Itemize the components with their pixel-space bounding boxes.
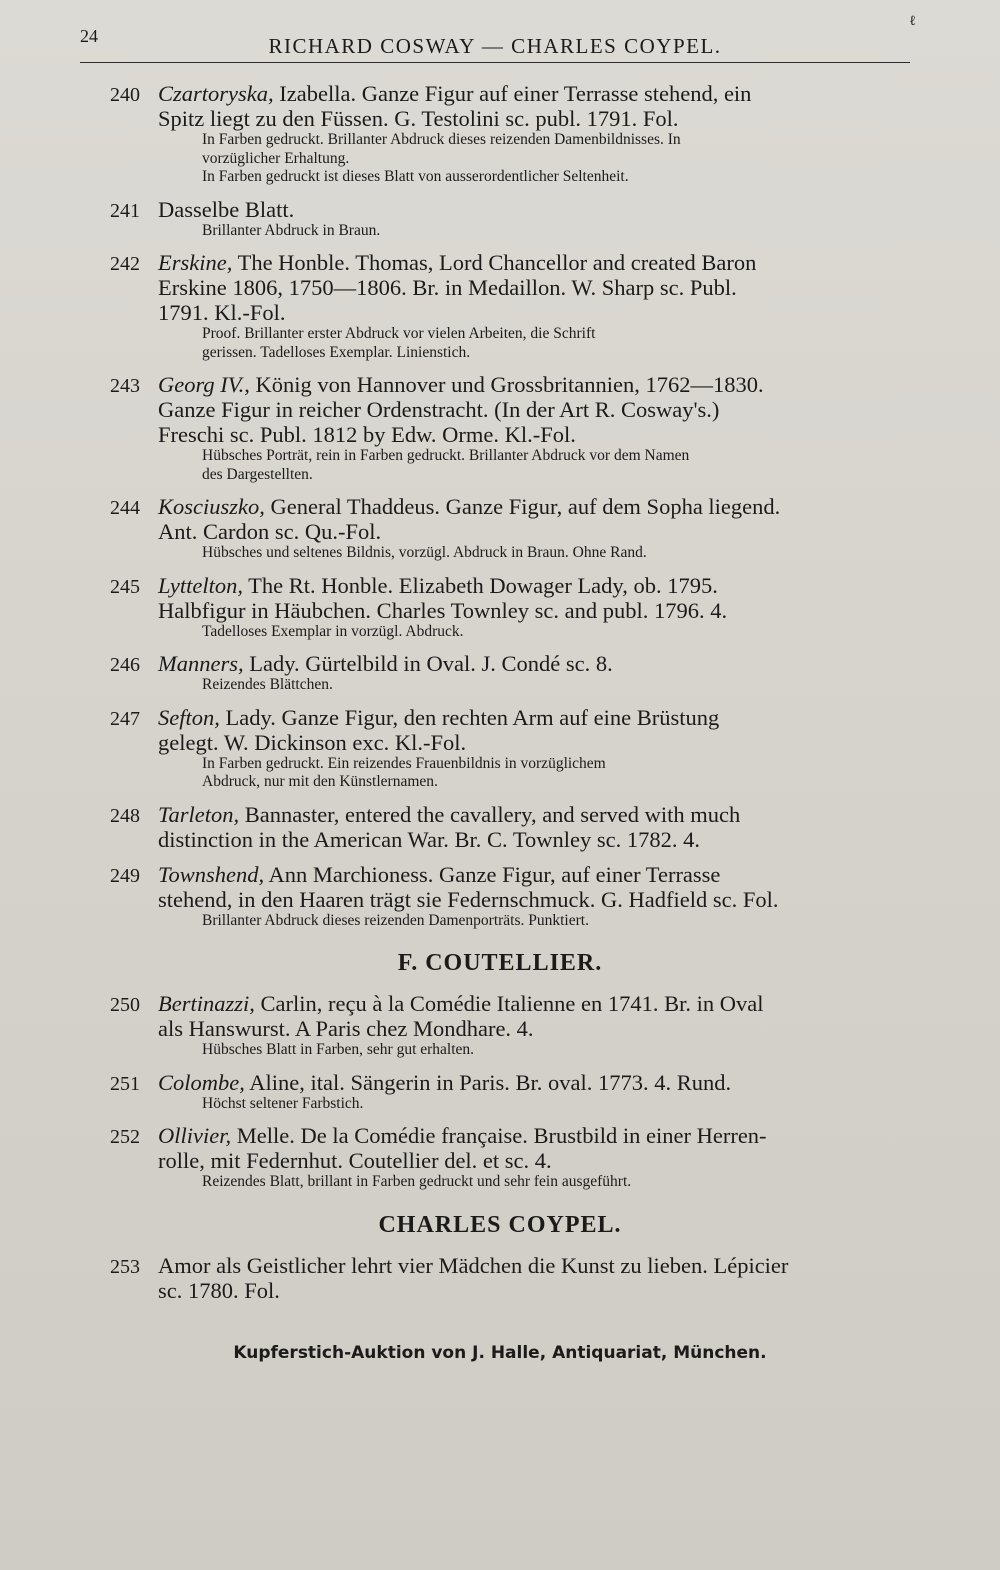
entry-text: Melle. De la Comédie française. Brustbild in einer Herren- <box>231 1123 767 1148</box>
entry-text: Izabella. Ganze Figur auf einer Terrasse stehend, ein <box>273 81 752 106</box>
entry-number: 242 <box>110 253 140 275</box>
entry-list-coutellier <box>110 991 890 1192</box>
entry-notes <box>202 325 890 362</box>
note-line: Hübsches Porträt, rein in Farben gedruckt. Brillanter Abdruck vor dem Namen <box>202 447 690 464</box>
entry-text: distinction in the American War. Br. C. Townley sc. 1782. 4. <box>158 826 700 852</box>
entry-line <box>158 598 890 623</box>
entry-text: Ganze Figur in reicher Ordenstracht. (In der Art R. Cosway's.) <box>158 397 720 422</box>
entry-body <box>158 651 890 695</box>
entry-line <box>158 81 890 106</box>
entry-text: 1791. Kl.-Fol. <box>158 300 286 325</box>
entry-text: gelegt. W. Dickinson exc. Kl.-Fol. <box>158 729 467 755</box>
catalog-entry <box>110 705 890 792</box>
entry-number: 247 <box>110 707 140 730</box>
catalog-entry <box>110 1070 890 1114</box>
note-line: Brillanter Abdruck in Braun. <box>202 221 381 239</box>
note-line: Proof. Brillanter erster Abdruck vor vielen Arbeiten, die Schrift <box>202 325 596 342</box>
page-header <box>80 14 916 63</box>
entry-text: Amor als Geistlicher lehrt vier Mädchen die Kunst zu lieben. Lépicier <box>158 1252 789 1278</box>
catalog-entry <box>110 81 890 187</box>
section-heading-coutellier: F. COUTELLIER. <box>397 950 603 976</box>
entry-number: 241 <box>110 199 140 222</box>
sitter-name: Kosciuszko, <box>158 494 265 519</box>
entry-body <box>158 802 890 852</box>
sitter-name: Tarleton, <box>158 801 240 827</box>
note-line: In Farben gedruckt. Ein reizendes Frauenbildnis in vorzüglichem <box>202 754 606 772</box>
entry-body <box>158 197 890 241</box>
catalog-entry <box>110 1253 890 1303</box>
entry-number: 250 <box>110 994 140 1016</box>
entry-body <box>158 494 890 563</box>
entry-line <box>158 802 890 827</box>
entry-notes <box>202 623 890 642</box>
sitter-name: Ollivier, <box>158 1123 232 1148</box>
catalog-entry <box>110 494 890 563</box>
entry-line <box>158 372 890 397</box>
entry-notes <box>202 1041 890 1060</box>
entry-body <box>158 991 890 1060</box>
entry-text: The Rt. Honble. Elizabeth Dowager Lady, ob. 1795. <box>242 572 718 598</box>
note-line: In Farben gedruckt. Brillanter Abdruck dieses reizenden Damenbildnisses. In <box>202 131 681 148</box>
entry-text: Ann Marchioness. Ganze Figur, auf einer Terrasse <box>264 861 721 887</box>
entry-line <box>158 519 890 544</box>
entry-text: Erskine 1806, 1750—1806. Br. in Medaillon. W. Sharp sc. Publ. <box>158 275 737 300</box>
entry-line <box>158 250 890 275</box>
entry-number: 253 <box>110 1255 140 1278</box>
entry-line <box>158 106 890 131</box>
entry-notes <box>202 544 890 563</box>
catalog-entry <box>110 651 890 695</box>
entry-text: Halbfigur in Häubchen. Charles Townley sc. and publ. 1796. 4. <box>158 597 728 623</box>
entry-line <box>158 300 890 325</box>
entry-body <box>158 1253 890 1303</box>
entry-number: 246 <box>110 654 140 676</box>
catalog-entry <box>110 862 890 931</box>
page-number: 24 <box>80 26 98 46</box>
entry-text: Bannaster, entered the cavallery, and served with much <box>239 801 741 827</box>
sitter-name: Lyttelton, <box>158 572 243 598</box>
entry-line <box>158 1070 890 1095</box>
note-line: vorzüglicher Erhaltung. <box>202 149 350 167</box>
entry-text: sc. 1780. Fol. <box>158 1277 280 1303</box>
catalog-entry <box>110 372 890 484</box>
catalog-entry <box>110 991 890 1060</box>
entry-body <box>158 705 890 792</box>
entry-line <box>158 197 890 222</box>
entry-body <box>158 372 890 484</box>
entry-text: Lady. Gürtelbild in Oval. J. Condé sc. 8. <box>243 651 613 676</box>
entry-number: 245 <box>110 575 140 598</box>
sitter-name: Czartoryska, <box>158 81 274 106</box>
entry-text: Spitz liegt zu den Füssen. G. Testolini sc. publ. 1791. Fol. <box>158 106 679 131</box>
sitter-name: Manners, <box>158 651 244 676</box>
entry-number: 251 <box>110 1072 140 1095</box>
entry-line <box>158 1253 890 1278</box>
note-line: In Farben gedruckt ist dieses Blatt von ausserordentlicher Seltenheit. <box>202 168 629 185</box>
entry-line <box>158 887 890 912</box>
entry-line <box>158 573 890 598</box>
catalog-entry <box>110 802 890 852</box>
sitter-name: Georg IV., <box>158 372 250 397</box>
entry-body <box>158 1123 890 1192</box>
entry-body <box>158 1070 890 1114</box>
entry-text: Dasselbe Blatt. <box>158 196 295 222</box>
entry-line <box>158 1278 890 1303</box>
entry-notes <box>202 912 890 931</box>
entry-body <box>158 573 890 642</box>
entry-number: 249 <box>110 864 140 887</box>
entry-text: König von Hannover und Grossbritannien, 1762—1830. <box>249 372 764 397</box>
entry-line <box>158 422 890 447</box>
entry-number: 240 <box>110 84 140 106</box>
entry-text: rolle, mit Federnhut. Coutellier del. et sc. 4. <box>158 1148 552 1173</box>
entry-text: Ant. Cardon sc. Qu.-Fol. <box>158 519 382 544</box>
note-line: des Dargestellten. <box>202 465 313 483</box>
entry-list-cosway <box>110 81 890 930</box>
entry-line <box>158 827 890 852</box>
note-line: gerissen. Tadelloses Exemplar. Linienstich. <box>202 343 471 361</box>
entry-line <box>158 705 890 730</box>
sitter-name: Bertinazzi, <box>158 991 255 1016</box>
entry-number: 248 <box>110 804 140 827</box>
entry-text: Freschi sc. Publ. 1812 by Edw. Orme. Kl.-Fol. <box>158 422 576 447</box>
entry-notes <box>202 131 890 187</box>
corner-mark: ℓ <box>909 14 916 29</box>
catalog-entry <box>110 1123 890 1192</box>
entry-notes <box>202 676 890 695</box>
entry-number: 243 <box>110 375 140 397</box>
entry-text: Carlin, reçu à la Comédie Italienne en 1741. Br. in Oval <box>254 991 764 1016</box>
note-line: Tadelloses Exemplar in vorzügl. Abdruck. <box>202 622 464 640</box>
entry-line <box>158 397 890 422</box>
note-line: Hübsches und seltenes Bildnis, vorzügl. Abdruck in Braun. Ohne Rand. <box>202 544 647 561</box>
note-line: Hübsches Blatt in Farben, sehr gut erhalten. <box>202 1041 475 1058</box>
sitter-name: Colombe, <box>158 1069 245 1095</box>
entry-notes <box>202 755 890 792</box>
entry-text: stehend, in den Haaren trägt sie Federnschmuck. G. Hadfield sc. Fol. <box>158 886 779 912</box>
entry-line <box>158 862 890 887</box>
entry-body <box>158 250 890 362</box>
entry-body <box>158 862 890 931</box>
note-line: Höchst seltener Farbstich. <box>202 1094 364 1112</box>
note-line: Reizendes Blatt, brillant in Farben gedruckt und sehr fein ausgeführt. <box>202 1173 632 1190</box>
note-line: Reizendes Blättchen. <box>202 676 333 693</box>
note-line: Brillanter Abdruck dieses reizenden Damenporträts. Punktiert. <box>202 911 589 929</box>
entry-notes <box>202 1095 890 1114</box>
section-heading-coypel: CHARLES COYPEL. <box>378 1211 622 1238</box>
entry-number: 244 <box>110 497 140 519</box>
entry-notes <box>202 447 890 484</box>
catalog-entry <box>110 573 890 642</box>
page-footer: Kupferstich-Auktion von J. Halle, Antiquariat, München. <box>233 1342 767 1363</box>
entry-line <box>158 494 890 519</box>
sitter-name: Townshend, <box>158 861 265 887</box>
entry-list-coypel <box>110 1253 890 1303</box>
entry-text: Lady. Ganze Figur, den rechten Arm auf eine Brüstung <box>219 704 720 730</box>
entry-line <box>158 1123 890 1148</box>
entry-notes <box>202 222 890 241</box>
entry-text: Aline, ital. Sängerin in Paris. Br. oval. 1773. 4. Rund. <box>244 1069 732 1095</box>
entry-text: als Hanswurst. A Paris chez Mondhare. 4. <box>158 1016 534 1041</box>
entry-text: General Thaddeus. Ganze Figur, auf dem Sopha liegend. <box>264 494 781 519</box>
entry-line <box>158 991 890 1016</box>
note-line: Abdruck, nur mit den Künstlernamen. <box>202 773 438 790</box>
entry-line <box>158 1016 890 1041</box>
entry-number: 252 <box>110 1126 140 1148</box>
catalog-entry <box>110 250 890 362</box>
sitter-name: Sefton, <box>158 704 220 730</box>
entry-body <box>158 81 890 187</box>
catalog-entry <box>110 197 890 241</box>
entry-line <box>158 1148 890 1173</box>
sitter-name: Erskine, <box>158 250 233 275</box>
entry-text: The Honble. Thomas, Lord Chancellor and created Baron <box>232 250 757 275</box>
entry-line <box>158 651 890 676</box>
entry-line <box>158 730 890 755</box>
running-head: RICHARD COSWAY — CHARLES COYPEL. <box>268 34 722 58</box>
entry-notes <box>202 1173 890 1192</box>
entry-line <box>158 275 890 300</box>
